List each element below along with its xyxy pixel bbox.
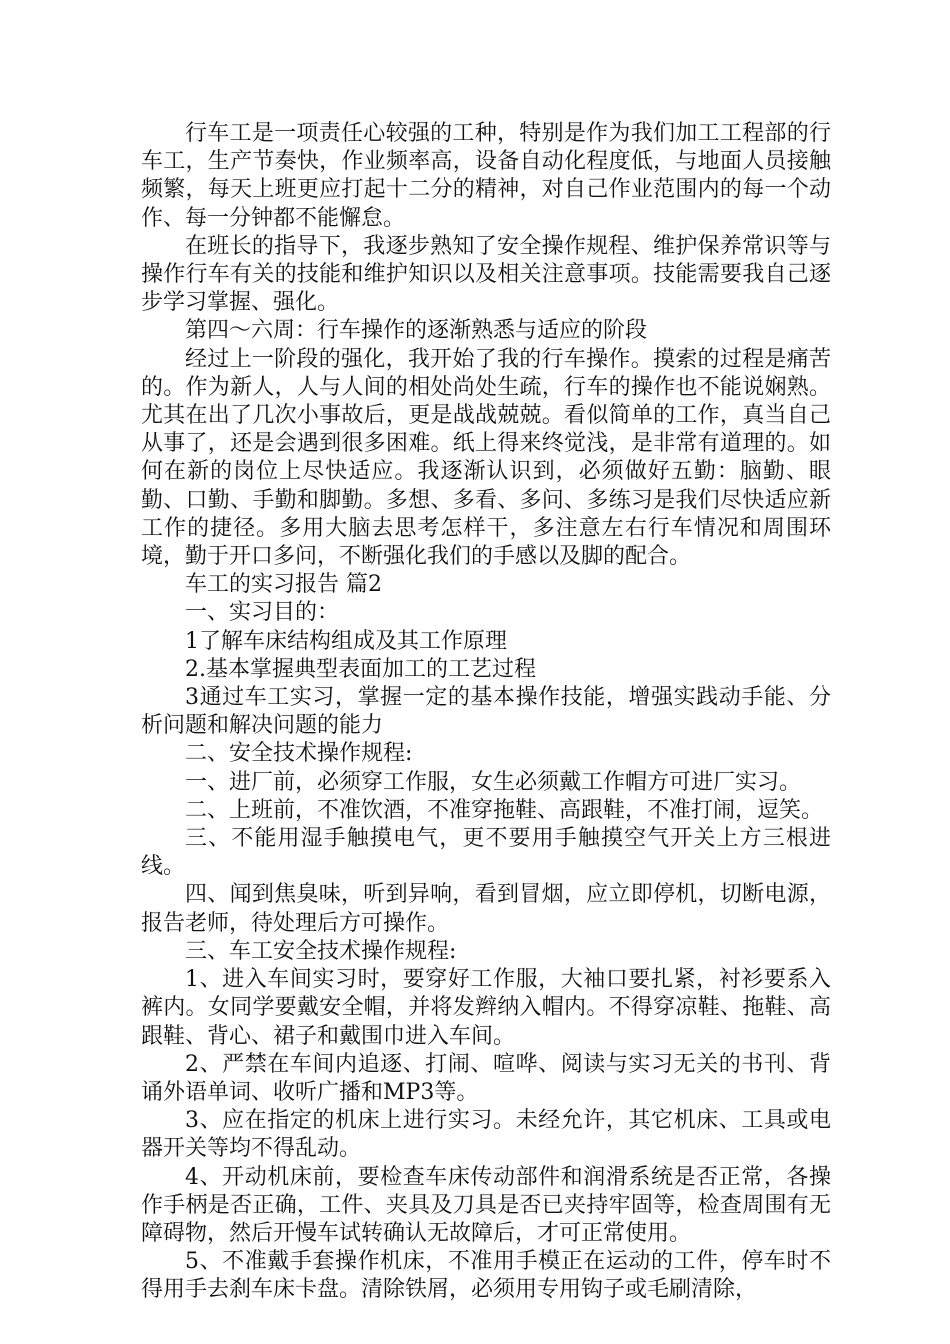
safety-rule-3: 三、不能用湿手触摸电气，更不要用手触摸空气开关上方三根进线。 [141, 826, 831, 880]
purpose-item-1: 1了解车床结构组成及其工作原理 [185, 628, 507, 654]
purpose-item-2: 2.基本掌握典型表面加工的工艺过程 [185, 656, 536, 682]
safety-rule-2: 二、上班前，不准饮酒，不准穿拖鞋、高跟鞋，不准打闹，逗笑。 [185, 797, 824, 823]
safety-rule-1: 一、进厂前，必须穿工作服，女生必须戴工作帽方可进厂实习。 [185, 769, 802, 795]
paragraph-team-leader-guidance: 在班长的指导下，我逐步熟知了安全操作规程、维护保养常识等与操作行车有关的技能和维护知识以及相关注意事项。技能需要我自己逐步学习掌握、强化。 [141, 233, 831, 316]
lathe-rule-2: 2、严禁在车间内追逐、打闹、喧哗、阅读与实习无关的书刊、背诵外语单词、收听广播和MP3等。 [141, 1051, 831, 1105]
purpose-item-3: 3通过车工实习，掌握一定的基本操作技能，增强实践动手能、分析问题和解决问题的能力 [141, 685, 831, 739]
heading-lathe-safety-rules: 三、车工安全技术操作规程: [185, 938, 457, 964]
document-body [141, 120, 831, 1305]
heading-safety-rules: 二、安全技术操作规程: [185, 741, 413, 767]
safety-rule-4: 四、闻到焦臭味，听到异响，看到冒烟，应立即停机，切断电源，报告老师，待处理后方可操作。 [141, 882, 831, 936]
lathe-rule-1: 1、进入车间实习时，要穿好工作服，大袖口要扎紧，衬衫要系入裤内。女同学要戴安全帽，并将发辫纳入帽内。不得穿凉鞋、拖鞋、高跟鞋、背心、裙子和戴围巾进入车间。 [141, 967, 831, 1049]
lathe-rule-5: 5、不准戴手套操作机床，不准用手模正在运动的工件，停车时不得用手去刹车床卡盘。清除铁屑，必须用专用钩子或毛刷清除， [141, 1249, 831, 1303]
paragraph-crane-operator-intro: 行车工是一项责任心较强的工种，特别是作为我们加工工程部的行车工，生产节奏快，作业频率高，设备自动化程度低，与地面人员接触频繁，每天上班更应打起十二分的精神，对自己作业范围内的每一个动作、每一分钟都不能懈怠。 [141, 121, 831, 231]
paragraph-week-4-6-heading: 第四～六周：行车操作的逐渐熟悉与适应的阶段 [185, 318, 648, 344]
heading-internship-purpose: 一、实习目的： [185, 600, 340, 626]
section-title-report-part-2: 车工的实习报告 篇2 [185, 572, 382, 598]
lathe-rule-3: 3、应在指定的机床上进行实习。未经允许，其它机床、工具或电器开关等均不得乱动。 [141, 1108, 831, 1162]
lathe-rule-4: 4、开动机床前，要检查车床传动部件和润滑系统是否正常，各操作手柄是否正确，工件、夹具及刀具是否已夹持牢固等，检查周围有无障碍物，然后开慢车试转确认无故障后，才可正常使用。 [141, 1164, 831, 1246]
paragraph-crane-operation-experience: 经过上一阶段的强化，我开始了我的行车操作。摸索的过程是痛苦的。作为新人，人与人间的相处尚处生疏，行车的操作也不能说娴熟。尤其在出了几次小事故后，更是战战兢兢。看似简单的工作，真当自己从事了，还是会遇到很多困难。纸上得来终觉浅，是非常有道理的。如何在新的岗位上尽快适应。我逐渐认识到，必须做好五勤：脑勤、眼勤、口勤、手勤和脚勤。多想、多看、多问、多练习是我们尽快适应新工作的捷径。多用大脑去思考怎样干，多注意左右行车情况和周围环境，勤于开口多问，不断强化我们的手感以及脚的配合。 [141, 346, 831, 570]
